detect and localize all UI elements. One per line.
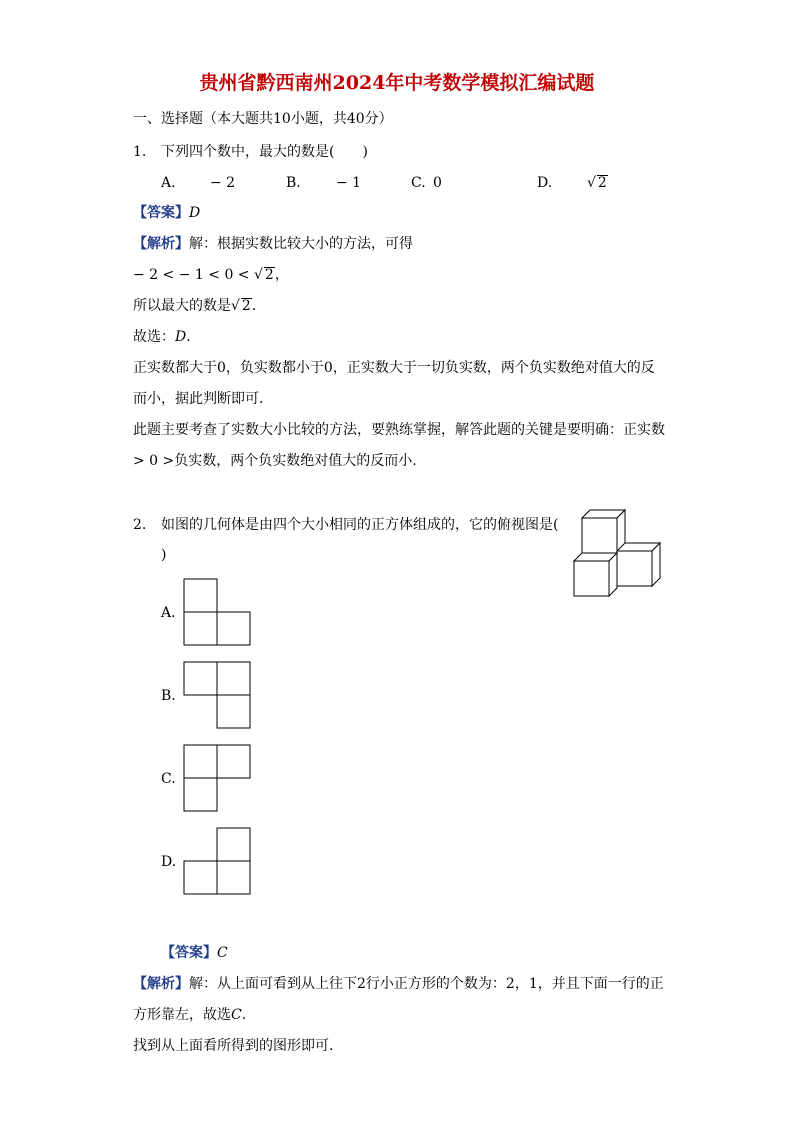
q1-analysis-line-2: − 2 < − 1 < 0 < √ 2， <box>133 267 289 283</box>
q2-number: 2. <box>133 517 147 533</box>
q1-analysis-line-4: 故选：D. <box>133 329 191 345</box>
q2-option-a-figure <box>183 578 253 648</box>
cube-figure <box>570 505 662 597</box>
q1-analysis-line-5: 正实数都大于0，负实数都小于0，正实数大于一切负实数，两个负实数绝对值大的反 <box>133 360 655 376</box>
q1-answer <box>133 203 200 223</box>
sqrt-symbol: √ <box>231 298 240 314</box>
q1-option-c-value: 0 <box>433 175 442 191</box>
answer-tag: 【答案】 <box>133 205 189 221</box>
q1-option-d-value: √ 2 <box>587 175 607 191</box>
q2-option-b-label: B. <box>161 688 176 704</box>
answer-value: C <box>217 945 228 961</box>
q1-analysis-line-1: 【解析】解：根据实数比较大小的方法，可得 <box>133 236 413 252</box>
section-heading: 一、选择题（本大题共10小题，共40分） <box>133 111 393 127</box>
q1-option-d-label: D. <box>537 175 553 191</box>
q2-analysis-line-3: 找到从上面看所得到的图形即可． <box>133 1038 343 1054</box>
q2-option-a-label: A. <box>161 605 176 621</box>
q2-stem: 如图的几何体是由四个大小相同的正方体组成的，它的俯视图是( <box>161 517 559 533</box>
q1-analysis-line-6: 而小，据此判断即可． <box>133 391 273 407</box>
analysis-tag: 【解析】 <box>133 976 189 992</box>
q2-option-d-label: D. <box>161 854 177 870</box>
q1-stem: 下列四个数中，最大的数是( ) <box>161 144 368 160</box>
q2-option-c-figure <box>183 744 253 814</box>
sqrt-symbol: √ <box>587 175 596 191</box>
q1-option-b-label: B. <box>286 175 301 191</box>
page-title: 贵州省黔西南州2024年中考数学模拟汇编试题 <box>199 72 595 94</box>
q2-option-d-figure <box>183 827 253 897</box>
answer-value: D <box>189 205 201 221</box>
q1-option-b-value: − 1 <box>336 175 362 191</box>
q1-option-a-value: − 2 <box>210 175 236 191</box>
q1-analysis-line-3: 所以最大的数是√ 2. <box>133 298 257 314</box>
q1-option-c-label: C. <box>411 175 426 191</box>
q1-analysis-line-8: > 0 >负实数，两个负实数绝对值大的反而小. <box>133 453 417 469</box>
q2-option-c-label: C. <box>161 771 176 787</box>
sqrt-symbol: √ <box>253 267 263 283</box>
q2-answer <box>161 943 228 963</box>
q2-analysis-line-1: 【解析】解：从上面可看到从上往下2行小正方形的个数为：2，1，并且下面一行的正 <box>133 976 664 992</box>
q2-option-b-figure <box>183 661 253 731</box>
q1-analysis-line-7: 此题主要考查了实数大小比较的方法，要熟练掌握，解答此题的关键是要明确：正实数 <box>133 422 665 438</box>
q1-option-a-label: A. <box>161 175 176 191</box>
analysis-tag: 【解析】 <box>133 236 189 252</box>
answer-tag: 【答案】 <box>161 945 217 961</box>
q2-analysis-line-2: 方形靠左，故选C. <box>133 1007 247 1023</box>
q2-stem-end: ) <box>161 547 167 563</box>
q1-number: 1. <box>133 144 147 160</box>
